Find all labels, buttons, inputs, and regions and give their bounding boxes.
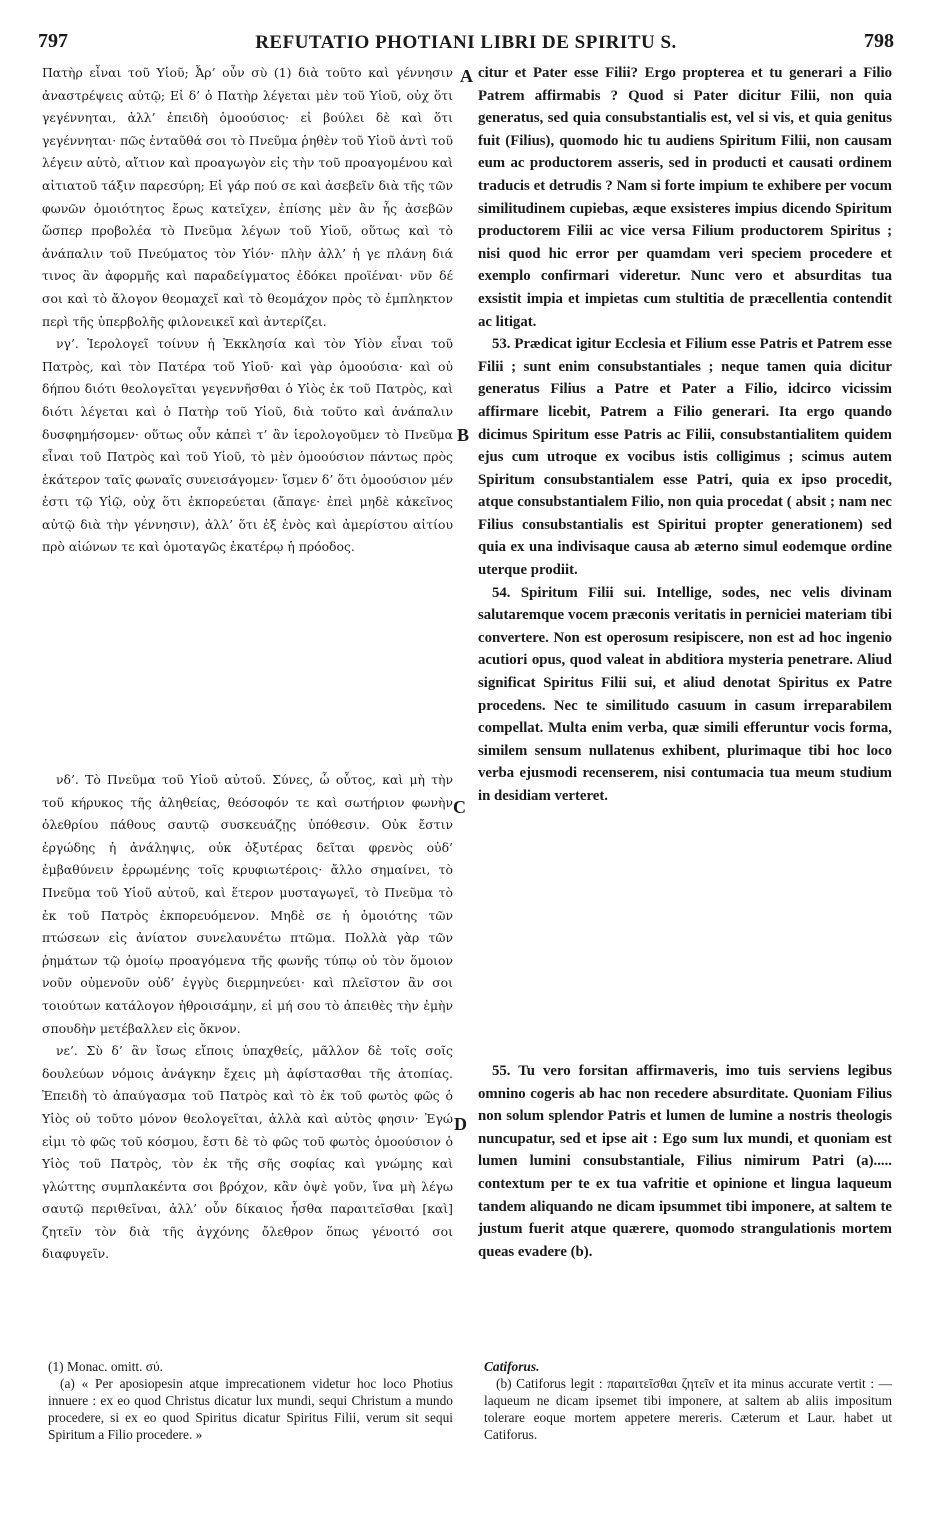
greek-block-2: [42, 769, 453, 1349]
margin-letter-a: A: [460, 66, 473, 86]
latin-paragraph: 55. Tu vero forsitan affirmaveris, imo tuis serviens legibus omnino cogeris ab hac non recedere absurditate. Quoniam Filius non solum splendor Patris et lumen de lumine a nostris theologis nuncupatur, sed et ipse ait : Ego sum lux mundi, et quoniam est lumen lumini consubstantiale, Filius nimirum Patri (a)..... contextum per te ex tua vafritie et opinione et lingua laqueum tandem aliquando ne dicam ipsummet tibi imponere, at saltem te justum fuerit atque quærere, quomodo strangulationis mortem queas evadere (b).: [478, 1063, 892, 1260]
margin-letter-c: C: [453, 797, 466, 817]
latin-block-1: [478, 62, 892, 804]
latin-paragraph: 54. Spiritum Filii sui. Intellige, sodes, nec velis divinam salutaremque vocem præconis veritatis in perniciei materiam tibi convertere. Non est operosum resipiscere, non est ad hoc ingenio acutiori opus, quod valeat in abditiora mysteria penetrare. Aliud significat Spiritus Filii sui, et aliud denotat Spiritus ex Patre procedens. Nec te similitudo casuum in casum irreparabilem compellat. Multa enim verba, quæ simili efferuntur vocis forma, similem sensum nullatenus exhibent, plurimaque tibi hoc loco verba ejusmodi recenserem, nisi contumacia tua meum studium in desidiam verteret.: [478, 584, 892, 804]
greek-paragraph: Πατὴρ εἶναι τοῦ Υἱοῦ; Ἆρ’ οὖν σὺ (1) διὰ τοῦτο καὶ γέννησιν ἀναστρέψεις αὐτῷ; Εἰ δ’ ὁ Πατὴρ λέγεται μὲν τοῦ Υἱοῦ, οὐχ ὅτι γεγέννηται, ἀλλ’ ἐπειδὴ ὁμοούσιος· εἰ βούλει δὲ καὶ ὅτι γεγέννηται· πῶς ἐνταῦθά σοι τὸ Πνεῦμα ῥηθὲν τοῦ Υἱοῦ ἀντὶ τοῦ λέγειν αὐτὸ, αἴτιον καὶ προαγωγὸν εἰς τὴν τοῦ προαγομένου καὶ αἰτιατοῦ τάξιν παρεσύρη; Εἰ γάρ πού σε καὶ ἀσεβεῖν διὰ τῆς τῶν φωνῶν ὁμοιότητος ἔρως κατεῖχεν, ἐπίσης μὲν ἂν ἧς ἀσεβῶν ὥσπερ προβολέα τὸ Πνεῦμα λέγων τοῦ Υἱοῦ, οὕτως καὶ τὸ ἀνάπαλιν τοῦ Πνεύματος τὸν Υἱόν· πλὴν ἀλλ’ ἡ γε πλάνη διά τινος ἂν ἀφορμῆς καὶ παραδείγματος ἐδόκει προϊέναι· νῦν δέ σοι καὶ τὸ ἄλογον θεομαχεῖ καὶ τὸ θεομάχον πρὸς τὸ ἐμπληκτον περὶ τῆς ὑπερβολῆς φιλονεικεῖ καὶ ἀντερίζει.: [42, 65, 453, 329]
footnote-1: (1) Monac. omitt. σύ.: [48, 1359, 164, 1374]
greek-paragraph: νδ’. Τὸ Πνεῦμα τοῦ Υἱοῦ αὐτοῦ. Σύνες, ὦ οὗτος, καὶ μὴ τὴν τοῦ κήρυκος τῆς ἀληθείας, θεόσοφόν τε καὶ σωτήριον φωνὴν ὀλεθρίου πάθους σαυτῷ συσκευάζῃς ὑπόθεσιν. Οὐκ ἔστιν ἐργώδης ἡ ἀνάληψις, οὐκ ὀξυτέρας δεῖται φρενὸς οὐδ’ ἐμβαθύνειν ἐρρωμένης τοῖς κρυφιωτέροις· ἄλλο σημαίνει, τὸ Πνεῦμα τοῦ Υἱοῦ αὐτοῦ, καὶ ἕτερον μυσταγωγεῖ, τὸ Πνεῦμα τὸ ἐκ τοῦ Πατρὸς ἐκπορευόμενον. Μηδὲ σε ἡ ὁμοιότης τῶν πτώσεων εἰς ἀνίατον συνελαυνέτω πτῶμα. Πολλὰ γὰρ τῶν ῥημάτων τῷ ὁμοίῳ προαγόμενα τῆς φωνῆς τύπῳ οὐ τὸν ὅμοιον νοῦν οὐμενοῦν οὐδ’ ἐγγὺς διερμηνεύει· καὶ πλεῖστον ἂν σοι τοιούτων κατάλογον ἠθροισάμην, εἰ μή σου τὸ ἀπειθὲς τὴν ἐμὴν σπουδὴν μετέβαλλεν εἰς ὄκνον.: [42, 772, 453, 1036]
page-number-right: 798: [864, 30, 894, 52]
footnote-heading: Catiforus.: [484, 1359, 540, 1374]
footnote-a: (a) « Per aposiopesin atque imprecationem videtur hoc loco Photius innuere : ex eo quod Christus dicatur lux mundi, sequi Christum a mundo procedere, si ex eo quod Spiritus dicatur Spiritus Filii, verum sit sequi Spiritum a Filio procedere. »: [48, 1376, 453, 1442]
footnotes-left: [48, 1358, 453, 1518]
greek-paragraph: νε’. Σὺ δ’ ἂν ἴσως εἴποις ὑπαχθείς, μᾶλλον δὲ τοῖς σοῖς δουλεύων νόμοις ἀνάγκην ἔχεις μὴ ἀφίστασθαι τῆς ἀτοπίας. Ἐπειδὴ τὸ ἀπαύγασμα τοῦ Πατρὸς καὶ τὸ ἐκ τοῦ φωτὸς φῶς ὁ Υἱὸς οὐ τοῦτο μόνον θεολογεῖται, ἀλλὰ καὶ αὐτὸς φησιν· Ἐγώ εἰμι τὸ φῶς τοῦ κόσμου, ἔστι δὲ τὸ φῶς τοῦ φωτὸς ὁμοούσιον ὁ Υἱὸς τοῦ Πατρὸς, τὸν ἐκ τῆς σῆς σοφίας καὶ γνώμης καὶ γλώττης συμπλακέντα σοι βρόχον, κἂν ὀψὲ γοῦν, ἵνα μὴ λέγω σαυτῷ περιθεῖναι, ἀλλ’ οὖν δίκαιος ἦσθα παραιτεῖσθαι [καὶ] ζητεῖν τὸν διὰ τῆς ἀγχόνης ὄλεθρον ὅπως γένοιτό σοι διαφυγεῖν.: [42, 1043, 453, 1262]
footnotes-right: [484, 1358, 892, 1518]
running-header: [38, 30, 894, 60]
latin-paragraph: citur et Pater esse Filii? Ergo propterea et tu generari a Filio Patrem affirmabis ? Quod si Pater dicitur Filii, non quia generatus, sed quia consubstantialis est, vel si vis, et quia genitus fuit (Filius), quomodo hic tu audiens Spiritum Filii, non causam eum ac productorem asseris, sed in producti et causati ordinem traducis et detrudis ? Nam si forte impium te exhibere per vocum similitudinem cupiebas, æque exsisteres impius dicendo Spiritum productorem Filii ac vice versa Filium productorem Spiritus ; nisi quod hic error per quamdam veri speciem procedere et exemplo confirmari videretur. Nunc vero et absurditas tua exsistit impia et impietas cum stultitia de præcellentia contendit ac litigat.: [478, 65, 892, 330]
running-title: REFUTATIO PHOTIANI LIBRI DE SPIRITU S.: [255, 32, 677, 53]
footnote-b: (b) Catiforus legit : παραιτεῖσθαι ζητεῖν et ita minus accurate vertit : — laqueum ne dicam ipsemet tibi imponere, at saltem ab aliis impositum tolerare eoque mortem appetere mereris. Cæterum et Laur. habet ut Catiforus.: [484, 1376, 892, 1442]
page-number-left: 797: [38, 30, 68, 52]
margin-letter-b: B: [457, 425, 470, 445]
margin-letter-d: D: [454, 1114, 467, 1134]
latin-block-2: [478, 1060, 892, 1350]
latin-paragraph: 53. Prædicat igitur Ecclesia et Filium esse Patris et Patrem esse Filii ; sunt enim consubstantiales ; neque tamen quia dicitur generatus Filius a Patre et Pater a Filio, idcirco vicissim affirmare licebit, Patrem a Filio generari. Ita ergo quando dicimus Spiritum esse Patris ac Filii, consubstantialitem quidem ejus cum utroque ex vocibus istis colligimus ; scimus autem Spiritum consubstantialem esse Patri, quia ex ipso procedit, atque consubstantialem Filio, non quia procedat ( absit ; nam nec Filius consubstantialis est Spiritui propter generationem) sed quia ex una indivisaque causa ab æterno simul eodemque ordine uterque prodiit.: [478, 336, 892, 579]
greek-paragraph: νγ’. Ἱερολογεῖ τοίνυν ἡ Ἐκκλησία καὶ τὸν Υἱὸν εἶναι τοῦ Πατρὸς, καὶ τὸν Πατέρα τοῦ Υἱοῦ· καὶ γὰρ ὁμοούσια· καὶ οὐ δήπου διότι θεολογεῖται γεγεννῆσθαι ὁ Υἱὸς ἐκ τοῦ Πατρὸς, καὶ διότι λέγεται καὶ ὁ Πατὴρ τοῦ Υἱοῦ, διὰ τοῦτο καὶ ἀνάπαλιν δυσφημήσομεν· οὕτως οὖν κἀπεὶ τ’ ἂν ἱερολογοῦμεν τὸ Πνεῦμα εἶναι τοῦ Πατρὸς καὶ τοῦ Υἱοῦ, τὸ μὲν ὁμοούσιον πάντως πρὸς ἑκάτερον ταῖς φωναῖς συνεισάγομεν· ἴσμεν δ’ ὅτι ὁμοούσιον μέν ἐστι τῷ Υἱῷ, οὐχ ὅτι ἐκπορεύεται (ἄπαγε· ἐπεὶ μηδὲ κἀκεῖνος αὐτῷ διὰ τὴν γέννησιν), ἀλλ’ ὅτι ἐξ ἑνὸς καὶ ἀμερίστου αἰτίου πρὸ αἰώνων τε καὶ ὁμοταγῶς ἑκατέρῳ ἡ πρόοδος.: [42, 336, 453, 555]
greek-block-1: [42, 62, 453, 717]
